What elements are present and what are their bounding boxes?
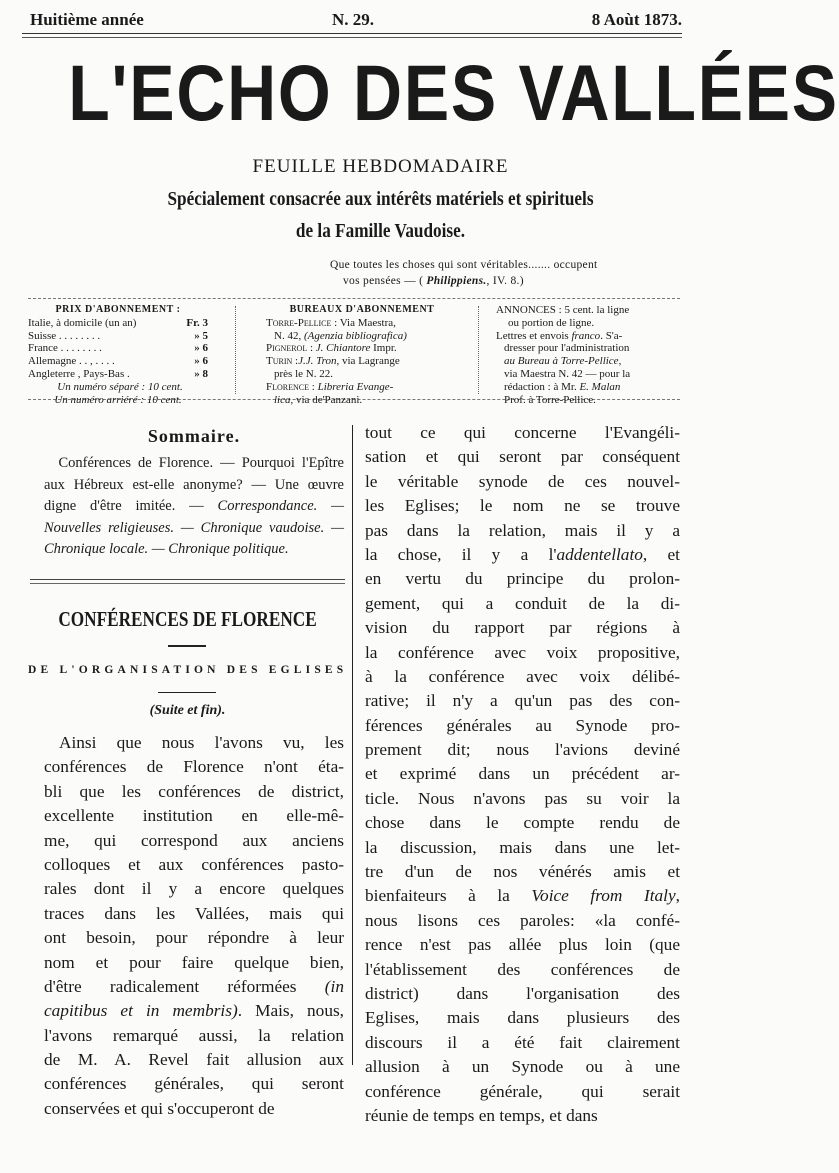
article-line: conférences générales, qui seront (44, 1074, 344, 1094)
office-torre (266, 317, 458, 330)
price-amount: 3 (199, 316, 208, 329)
article-line: les Eglises; le nom ne se trouve (365, 496, 680, 516)
price-row (28, 317, 208, 330)
offices-box (266, 304, 458, 406)
masthead-title: L'ECHO DES VALLÉES (68, 48, 839, 137)
article-line: en vertu du principe du prolon- (365, 569, 680, 589)
price-value (194, 342, 208, 355)
price-row (28, 368, 208, 381)
issue-header (22, 10, 682, 30)
office-city: Torre-Pellice (266, 316, 332, 329)
article-body-right (365, 421, 680, 1128)
office-sep: : (307, 342, 316, 355)
article-line: rence n'est pas allée plus loin (que (365, 935, 680, 955)
article-line: réunie de temps en temps, et dans (365, 1105, 598, 1125)
office-florence-2 (266, 394, 458, 407)
year-label: Huitième année (30, 10, 144, 29)
article-line: tout ce qui concerne l'Evangéli- (365, 423, 680, 442)
article-line: traces dans les Vallées, mais qui (44, 903, 344, 923)
price-region: Suisse . . . . . . . . (28, 329, 101, 342)
letters-text: . S'a- (600, 329, 623, 342)
price-region: Italie, à domicile (un an) (28, 316, 137, 329)
office-agency: (Agenzia bibliografica) (303, 329, 407, 342)
article-line: gement, qui a conduit de la di- (365, 593, 680, 613)
office-city: Turin (266, 355, 293, 368)
issue-date: 8 Aoùt 1873. (591, 10, 682, 29)
article-line: la discussion, mais dans une let- (365, 837, 680, 857)
subscription-boxes (28, 298, 680, 406)
article-line: la conférence avec voix propositive, (365, 642, 680, 662)
epigraph-source: Philippiens. (426, 275, 487, 287)
article-line: district) dans l'organisation des (365, 983, 680, 1003)
article-line: le véritable synode de ces nouvel- (365, 471, 680, 491)
office-agent: J. Chiantore (315, 342, 371, 355)
price-currency: » (194, 329, 200, 342)
office-sep: : (309, 380, 318, 393)
office-address: , via de'Panzani. (290, 393, 363, 406)
masthead-subtitle: FEUILLE HEBDOMADAIRE (252, 156, 509, 177)
article-line: ticle. Nous n'avons pas su voir la (365, 788, 680, 808)
epigraph-line-2 (330, 273, 680, 289)
editor-name: E. Malan (579, 380, 621, 393)
price-currency: » (194, 355, 200, 368)
article-line: nous lisons ces paroles: «la confé- (365, 910, 680, 930)
article-line: excellente institution en elle-mê- (44, 806, 344, 826)
article-line: ont besoin, pour répondre à leur (44, 928, 344, 948)
letters-line-2: dresser pour l'administration (504, 342, 630, 355)
epigraph-text: vos pensées — ( (343, 275, 427, 287)
price-value (194, 355, 208, 368)
price-currency: Fr. (186, 316, 200, 329)
price-region: Angleterre , Pays-Bas . (28, 367, 130, 380)
back-issue-price: Un numéro arriéré : 10 cent. (54, 393, 182, 406)
price-amount: 6 (199, 342, 208, 355)
article-line: vision du rapport par régions à (365, 618, 680, 638)
article-line: discours il a été fait clairement (365, 1032, 680, 1052)
article-line: allusion à un Synode ou à une (365, 1057, 680, 1077)
article-line: bienfaiteurs à la Voice from Italy, (365, 886, 680, 906)
column-rule (352, 425, 353, 1065)
price-currency: » (194, 342, 200, 355)
article-line: l'avons remarqué aussi, la relation (44, 1025, 344, 1045)
article-line: sation et qui seront par conséquent (365, 447, 680, 467)
article-line: rales dont il y a encore quelques (44, 879, 344, 899)
article-line: conférences de Florence n'ont éta- (44, 757, 344, 777)
article-line: tre d'un de nos vénérés amis et (365, 862, 680, 882)
letters-line-4: via Maestra N. 42 — pour la (504, 367, 631, 380)
office-address: : Via Maestra, (331, 316, 396, 329)
price-value (194, 330, 208, 343)
price-currency: » (194, 367, 200, 380)
sommaire-text (44, 453, 344, 561)
article-line: conservées et qui s'occuperont de (44, 1098, 275, 1118)
sommaire-rule (30, 579, 345, 584)
article-line: chose dans le compte rendu de (365, 813, 680, 833)
article-title: CONFÉRENCES DE FLORENCE (58, 607, 317, 631)
ads-box (496, 304, 680, 406)
office-address: N. 42, (274, 329, 304, 342)
sommaire-plain: Conférences de Florence. — Pourquoi l'Epître aux Hébreux est-elle anonyme? — Une œuvre digne d'être imitée. — (44, 455, 344, 514)
office-turin-2: près le N. 22. (274, 367, 333, 380)
masthead-tagline-2: de la Famille Vaudoise. (295, 220, 466, 242)
prices-list (28, 317, 208, 381)
epigraph-line-1: Que toutes les choses qui sont véritables....... occupent (330, 259, 598, 271)
article-line: colloques et aux conférences pasto- (44, 854, 344, 874)
price-region: France . . . . . . . . (28, 342, 102, 355)
letters-franco: franco (571, 329, 601, 342)
article-line: capitibus et in membris). Mais, nous, (44, 1001, 344, 1021)
price-amount: 5 (199, 329, 208, 342)
article-line: bli que les conférences de district, (44, 781, 344, 801)
office-agent: lica (274, 393, 291, 406)
letters-line-5 (496, 381, 680, 394)
epigraph-ref: , IV. 8.) (486, 275, 524, 287)
office-city: Florence (266, 380, 310, 393)
price-row (28, 330, 208, 343)
ads-line-1: ANNONCES : 5 cent. la ligne (496, 304, 630, 316)
offices-title: BUREAUX D'ABONNEMENT (289, 304, 435, 315)
masthead-tagline-1: Spécialement consacrée aux intérêts matériels et spirituels (167, 188, 594, 210)
article-line: et exprimé dans un précédent ar- (365, 764, 680, 784)
epigraph (330, 257, 680, 289)
office-city: Pignerol (266, 342, 308, 355)
office-address: Impr. (370, 342, 397, 355)
prices-box (28, 304, 208, 406)
article-line: à la conférence avec voix délibé- (365, 666, 680, 686)
price-value (186, 317, 208, 330)
article-line: nom et pour faire quelque bien, (44, 952, 344, 972)
office-address: , via Lagrange (336, 355, 400, 368)
article-line: d'être radicalement réformées (in (44, 976, 344, 996)
article-line: me, qui correspond aux anciens (44, 830, 344, 850)
office-torre-2 (266, 330, 458, 343)
subtitle-rule (158, 692, 216, 693)
price-region: Allemagne . . , . . . . (28, 355, 115, 368)
office-turin (266, 355, 458, 368)
article-body-left (44, 731, 344, 1121)
letters-line-3: au Bureau à Torre-Pellice, (504, 355, 622, 368)
price-row (28, 355, 208, 368)
article-line: rative; il n'y a qu'un pas des con- (365, 691, 680, 711)
sommaire-title: Sommaire. (147, 426, 241, 446)
box-divider (235, 306, 236, 394)
price-value (194, 368, 208, 381)
article-line: l'établissement des conférences de (365, 959, 680, 979)
title-rule (168, 645, 206, 647)
price-amount: 8 (199, 367, 208, 380)
article-line: Eglises, mais dans plusieurs des (365, 1008, 680, 1028)
article-line: férences générales au Synode pro- (365, 715, 680, 735)
ads-line-2: ou portion de ligne. (508, 316, 595, 329)
office-agent: J.J. Tron (298, 355, 337, 368)
single-issue-price: Un numéro séparé : 10 cent. (57, 380, 183, 393)
article-line: pas dans la relation, mais il y a (365, 520, 680, 540)
article-subtitle: DE L'ORGANISATION DES EGLISES (28, 664, 348, 676)
price-row (28, 342, 208, 355)
article-line: conférence générale, qui serait (365, 1081, 680, 1101)
article-line: prement dit; nous l'avions deviné (365, 740, 680, 760)
office-florence (266, 381, 458, 394)
letters-line-1 (496, 330, 680, 343)
article-line: Ainsi que nous l'avons vu, les (59, 733, 344, 752)
box-divider (478, 306, 479, 394)
sommaire-italic: Correspondance. — Nouvelles religieuses. — Chronique vaudoise. — Chronique locale. — Chronique politique. (44, 498, 345, 557)
letters-line-6: Prof. à Torre-Pellice. (504, 393, 596, 406)
price-amount: 6 (199, 355, 208, 368)
article-line: de M. A. Revel fait allusion aux (44, 1050, 344, 1070)
office-sep: : (292, 355, 299, 368)
letters-text: rédaction : à Mr. (504, 380, 580, 393)
article-line: la chose, il y a l'addentellato, et (365, 544, 680, 564)
article-suite: (Suite et fin). (149, 703, 226, 718)
office-agent: Libreria Evange- (317, 380, 394, 393)
issue-number: N. 29. (332, 10, 375, 29)
office-pignerol (266, 342, 458, 355)
prices-title: PRIX D'ABONNEMENT : (55, 304, 181, 315)
box-top-rule (28, 298, 680, 299)
letters-text: Lettres et envois (496, 329, 572, 342)
